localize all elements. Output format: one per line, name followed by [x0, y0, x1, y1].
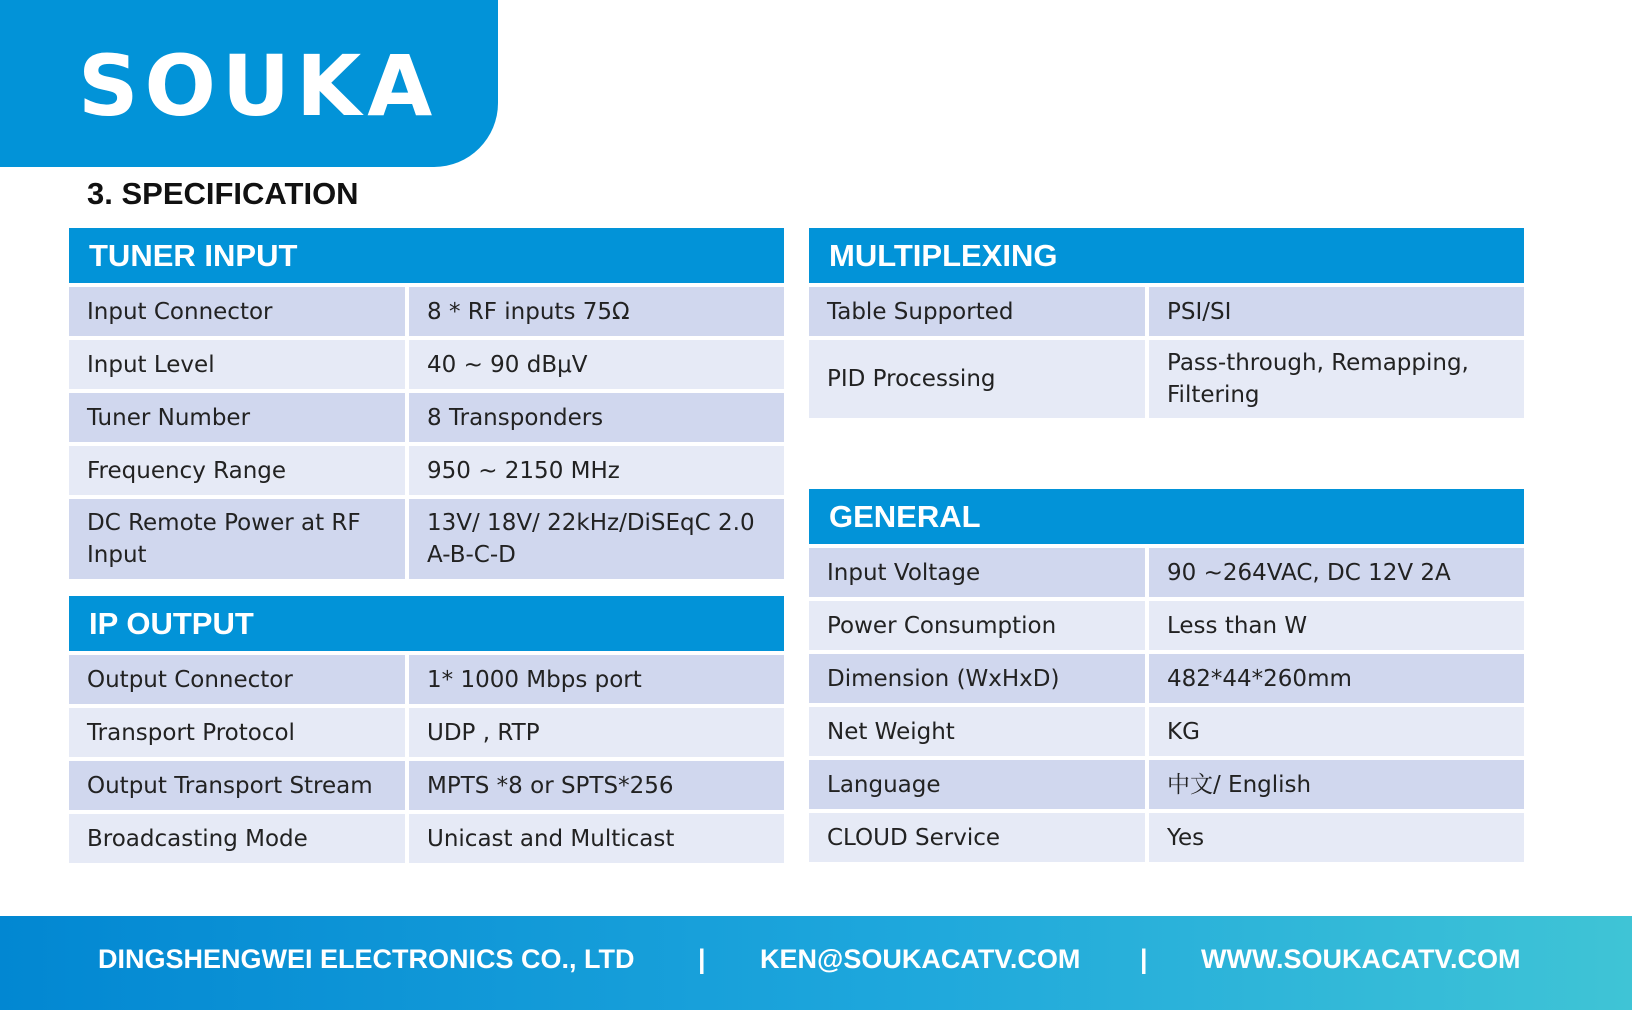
spec-label: Power Consumption	[809, 601, 1149, 654]
footer-bar	[0, 916, 1632, 1010]
spec-value: Yes	[1149, 813, 1524, 866]
table-row	[69, 446, 784, 499]
spec-value: UDP , RTP	[409, 708, 784, 761]
spec-label: Frequency Range	[69, 446, 409, 499]
table-row	[809, 287, 1524, 340]
spec-label: Input Connector	[69, 287, 409, 340]
tuner-input-block	[69, 228, 784, 583]
spec-value: PSI/SI	[1149, 287, 1524, 340]
multiplexing-header: MULTIPLEXING	[809, 228, 1524, 283]
spec-value: Less than W	[1149, 601, 1524, 654]
spec-value: 8 Transponders	[409, 393, 784, 446]
spec-value: 13V/ 18V/ 22kHz/DiSEqC 2.0 A-B-C-D	[409, 499, 784, 583]
spec-value: 8 * RF inputs 75Ω	[409, 287, 784, 340]
spec-label: PID Processing	[809, 340, 1149, 422]
table-row	[69, 708, 784, 761]
footer-separator: |	[698, 944, 706, 974]
spec-label: Net Weight	[809, 707, 1149, 760]
footer-company: DINGSHENGWEI ELECTRONICS CO., LTD	[98, 944, 635, 974]
table-row	[69, 393, 784, 446]
table-row	[69, 287, 784, 340]
spec-label: DC Remote Power at RF Input	[69, 499, 409, 583]
general-table	[809, 548, 1524, 866]
spec-label: Transport Protocol	[69, 708, 409, 761]
footer-email[interactable]: KEN@SOUKACATV.COM	[760, 944, 1081, 974]
spec-label: Output Connector	[69, 655, 409, 708]
table-row	[69, 499, 784, 583]
spec-value: 1* 1000 Mbps port	[409, 655, 784, 708]
table-row	[809, 813, 1524, 866]
section-title: 3. SPECIFICATION	[87, 176, 359, 211]
table-row	[809, 340, 1524, 422]
spec-label: Broadcasting Mode	[69, 814, 409, 867]
logo-banner	[0, 0, 498, 167]
spec-value: Unicast and Multicast	[409, 814, 784, 867]
table-row	[69, 814, 784, 867]
footer-separator: |	[1140, 944, 1148, 974]
general-header: GENERAL	[809, 489, 1524, 544]
spec-value: 中文/ English	[1149, 760, 1524, 813]
table-row	[809, 707, 1524, 760]
table-row	[809, 654, 1524, 707]
spec-label: Input Level	[69, 340, 409, 393]
spec-label: Input Voltage	[809, 548, 1149, 601]
table-row	[69, 340, 784, 393]
spec-value: 950 ~ 2150 MHz	[409, 446, 784, 499]
spec-label: Table Supported	[809, 287, 1149, 340]
souka-logo: SOUKA	[78, 37, 439, 135]
spec-value: 40 ~ 90 dBμV	[409, 340, 784, 393]
ip-output-block	[69, 596, 784, 867]
ip-output-header: IP OUTPUT	[69, 596, 784, 651]
table-row	[69, 761, 784, 814]
spec-value: MPTS *8 or SPTS*256	[409, 761, 784, 814]
tuner-input-header: TUNER INPUT	[69, 228, 784, 283]
table-row	[809, 601, 1524, 654]
spec-label: CLOUD Service	[809, 813, 1149, 866]
spec-label: Language	[809, 760, 1149, 813]
spec-label: Output Transport Stream	[69, 761, 409, 814]
table-row	[809, 548, 1524, 601]
spec-value: 482*44*260mm	[1149, 654, 1524, 707]
spec-value: 90 ~264VAC, DC 12V 2A	[1149, 548, 1524, 601]
general-block	[809, 489, 1524, 866]
multiplexing-table	[809, 287, 1524, 422]
spec-value: Pass-through, Remapping, Filtering	[1149, 340, 1524, 422]
tuner-input-table	[69, 287, 784, 583]
multiplexing-block	[809, 228, 1524, 422]
spec-label: Tuner Number	[69, 393, 409, 446]
ip-output-table	[69, 655, 784, 867]
table-row	[69, 655, 784, 708]
spec-value: KG	[1149, 707, 1524, 760]
table-row	[809, 760, 1524, 813]
spec-label: Dimension (WxHxD)	[809, 654, 1149, 707]
footer-website[interactable]: WWW.SOUKACATV.COM	[1201, 944, 1521, 974]
